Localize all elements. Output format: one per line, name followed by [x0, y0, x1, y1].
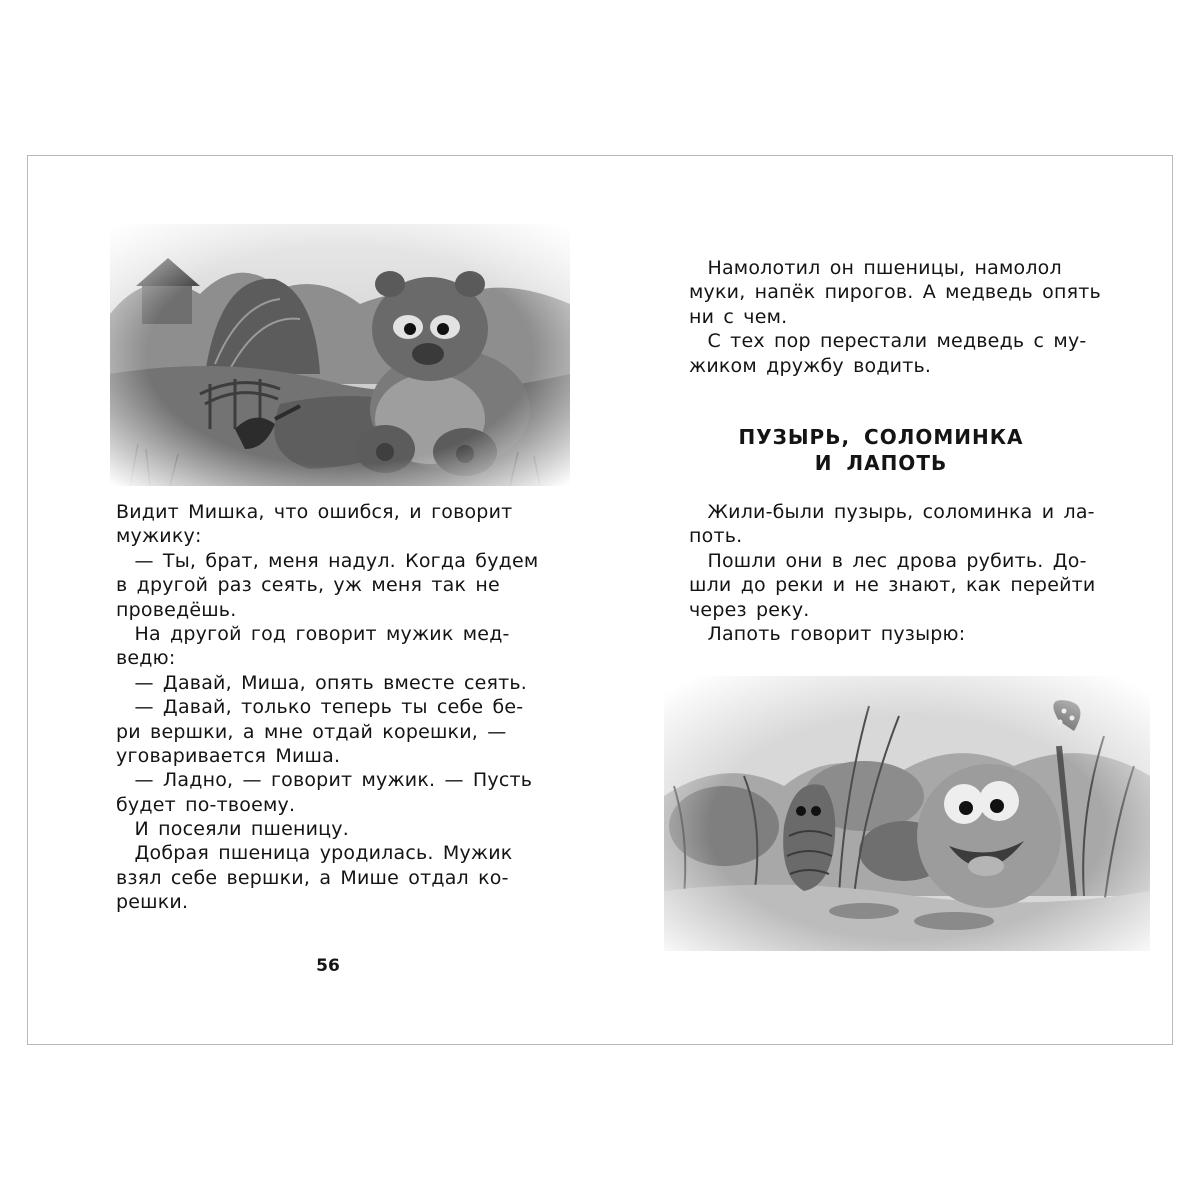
text-line: ни с чем.	[689, 305, 788, 328]
text-line: шли до реки и не знают, как перейти	[689, 574, 1096, 597]
text-line: На другой год говорит мужик мед-	[116, 622, 510, 645]
page-number: 56	[316, 956, 340, 976]
left-page	[28, 156, 601, 1044]
text-line: Лапоть говорит пузырю:	[689, 622, 966, 645]
text-line: ри вершки, а мне отдай корешки, —	[116, 720, 507, 743]
text-line: Намолотил он пшеницы, намолол	[689, 257, 1062, 279]
right-story-ending	[689, 256, 1109, 378]
text-line: Добрая пшеница уродилась. Мужик	[116, 842, 513, 865]
text-line: поть.	[689, 525, 743, 548]
bear-illustration	[110, 224, 570, 486]
text-line: С тех пор перестали медведь с му-	[689, 330, 1087, 353]
text-line: ведю:	[116, 647, 176, 670]
text-line: решки.	[116, 891, 189, 914]
text-line: И посеяли пшеницу.	[116, 818, 349, 841]
text-line: — Давай, Миша, опять вместе сеять.	[116, 671, 528, 694]
text-line: жиком дружбу водить.	[689, 354, 932, 377]
text-line: — Давай, только теперь ты себе бе-	[116, 696, 524, 719]
chapter-title	[661, 424, 1101, 476]
right-story-text	[689, 500, 1109, 646]
text-line: муки, напёк пирогов. А медведь опять	[689, 281, 1101, 304]
right-page	[601, 156, 1174, 1044]
text-line: будет по-твоему.	[116, 793, 296, 816]
left-story-text	[116, 500, 576, 915]
text-line: Жили-были пузырь, соломинка и ла-	[689, 501, 1095, 523]
text-line: Видит Мишка, что ошибся, и говорит	[116, 501, 513, 523]
text-line: — Ладно, — говорит мужик. — Пусть	[116, 769, 533, 792]
text-line: Пошли они в лес дрова рубить. До-	[689, 549, 1087, 572]
text-line: уговаривается Миша.	[116, 744, 341, 767]
text-line: через реку.	[689, 598, 810, 621]
chapter-title-line: И ЛАПОТЬ	[814, 451, 948, 475]
bubble-straw-shoe-illustration	[664, 676, 1150, 951]
chapter-title-line: ПУЗЫРЬ, СОЛОМИНКА	[738, 425, 1024, 449]
text-line: — Ты, брат, меня надул. Когда будем	[116, 549, 539, 572]
text-line: взял себе вершки, а Мише отдал ко-	[116, 866, 509, 889]
text-line: проведёшь.	[116, 598, 237, 621]
text-line: мужику:	[116, 525, 202, 548]
text-line: в другой раз сеять, уж меня так не	[116, 574, 500, 597]
book-spread	[27, 155, 1173, 1045]
